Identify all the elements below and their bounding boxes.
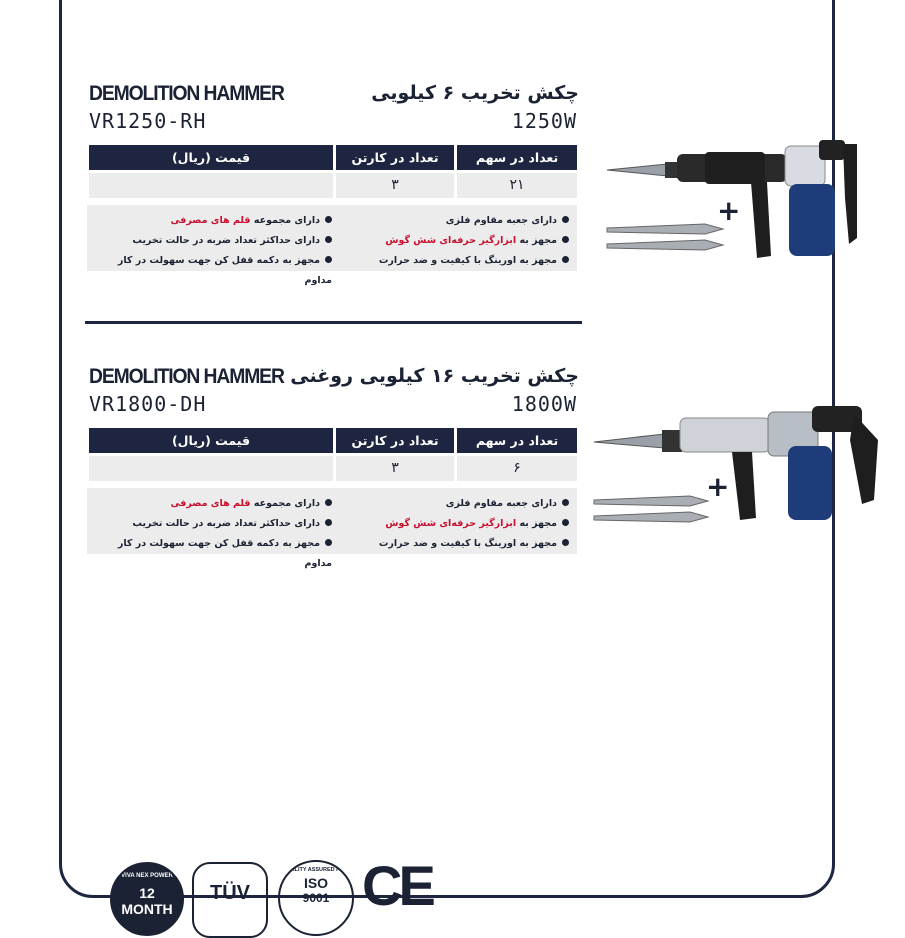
header-carton-qty: تعداد در کارتن [336,145,454,170]
bullet-icon [325,499,332,506]
feature-item: مجهز به ابزارگیر حرفه‌ای شش گوش [332,514,569,534]
feature-item: مجهز به دکمه قفل کن جهت سهولت در کار مداوم [117,255,332,286]
spec-table-header [87,145,577,170]
product-fa-title: چکش تخریب ۶ کیلویی [371,82,579,104]
product-power: 1250W [511,109,577,133]
product-en-title: DEMOLITION HAMMER [89,365,284,388]
bullet-icon [562,539,569,546]
feature-item: مجهز به ابزارگیر حرفه‌ای شش گوش [332,231,569,251]
feature-item: دارای مجموعه قلم های مصرفی [95,494,332,514]
warranty-badge-icon: VIVA NEX POWER 12 MONTH [110,862,184,936]
feature-item: دارای حداکثر تعداد ضربه در حالت تخریب [95,231,332,251]
bullet-icon [325,236,332,243]
header-share-qty: تعداد در سهم [457,145,577,170]
product-power: 1800W [511,392,577,416]
demolition-hammer-image-1 [605,138,860,263]
product-section-2 [87,365,587,569]
bullet-icon [562,256,569,263]
tuv-logo-icon: TÜV [192,862,268,938]
plus-sign: + [717,194,741,227]
feature-item: دارای حداکثر تعداد ضربه در حالت تخریب [95,514,332,534]
certification-logos [110,854,460,917]
value-price [89,173,333,198]
iso-9001-logo-icon: QUALITY ASSURED FIRM ISO 9001 [278,860,354,936]
demolition-hammer-image-2 [592,400,884,525]
feature-item: مجهز به اورینگ با کیفیت و ضد حرارت [332,251,569,271]
bullet-icon [562,236,569,243]
bullet-icon [325,256,332,263]
header-share-qty: تعداد در سهم [457,428,577,453]
features-right-column [95,494,332,569]
product-en-title: DEMOLITION HAMMER [89,82,284,105]
bullet-icon [562,519,569,526]
value-share-qty: ۲۱ [457,173,577,198]
value-carton-qty: ۳ [336,173,454,198]
feature-item: دارای جعبه مقاوم فلزی [332,211,569,231]
product-fa-title: چکش تخریب ۱۶ کیلویی روغنی [290,365,579,387]
bullet-icon [562,216,569,223]
header-price: قیمت (ریال) [89,428,333,453]
features-left-column [332,494,569,548]
spec-table-header [87,428,577,453]
ce-mark-icon: CE [362,854,432,917]
plus-sign: + [706,470,730,503]
bullet-icon [325,519,332,526]
section-divider [85,321,582,324]
feature-item: دارای مجموعه قلم های مصرفی [95,211,332,231]
product-model: VR1800-DH [89,392,207,416]
header-carton-qty: تعداد در کارتن [336,428,454,453]
value-carton-qty: ۳ [336,456,454,481]
product-model: VR1250-RH [89,109,207,133]
feature-item: مجهز به اورینگ با کیفیت و ضد حرارت [332,534,569,554]
spec-table [87,145,577,198]
feature-item: دارای جعبه مقاوم فلزی [332,494,569,514]
value-price [89,456,333,481]
value-share-qty: ۶ [457,456,577,481]
header-price: قیمت (ریال) [89,145,333,170]
bullet-icon [325,539,332,546]
bullet-icon [562,499,569,506]
spec-table-values [87,456,577,481]
bullet-icon [325,216,332,223]
features-right-column [95,211,332,286]
features-panel [87,488,577,569]
spec-table [87,428,577,481]
features-left-column [332,211,569,265]
spec-table-values [87,173,577,198]
feature-item: مجهز به دکمه قفل کن جهت سهولت در کار مداوم [117,538,332,569]
features-panel [87,205,577,286]
product-section-1 [87,82,587,286]
